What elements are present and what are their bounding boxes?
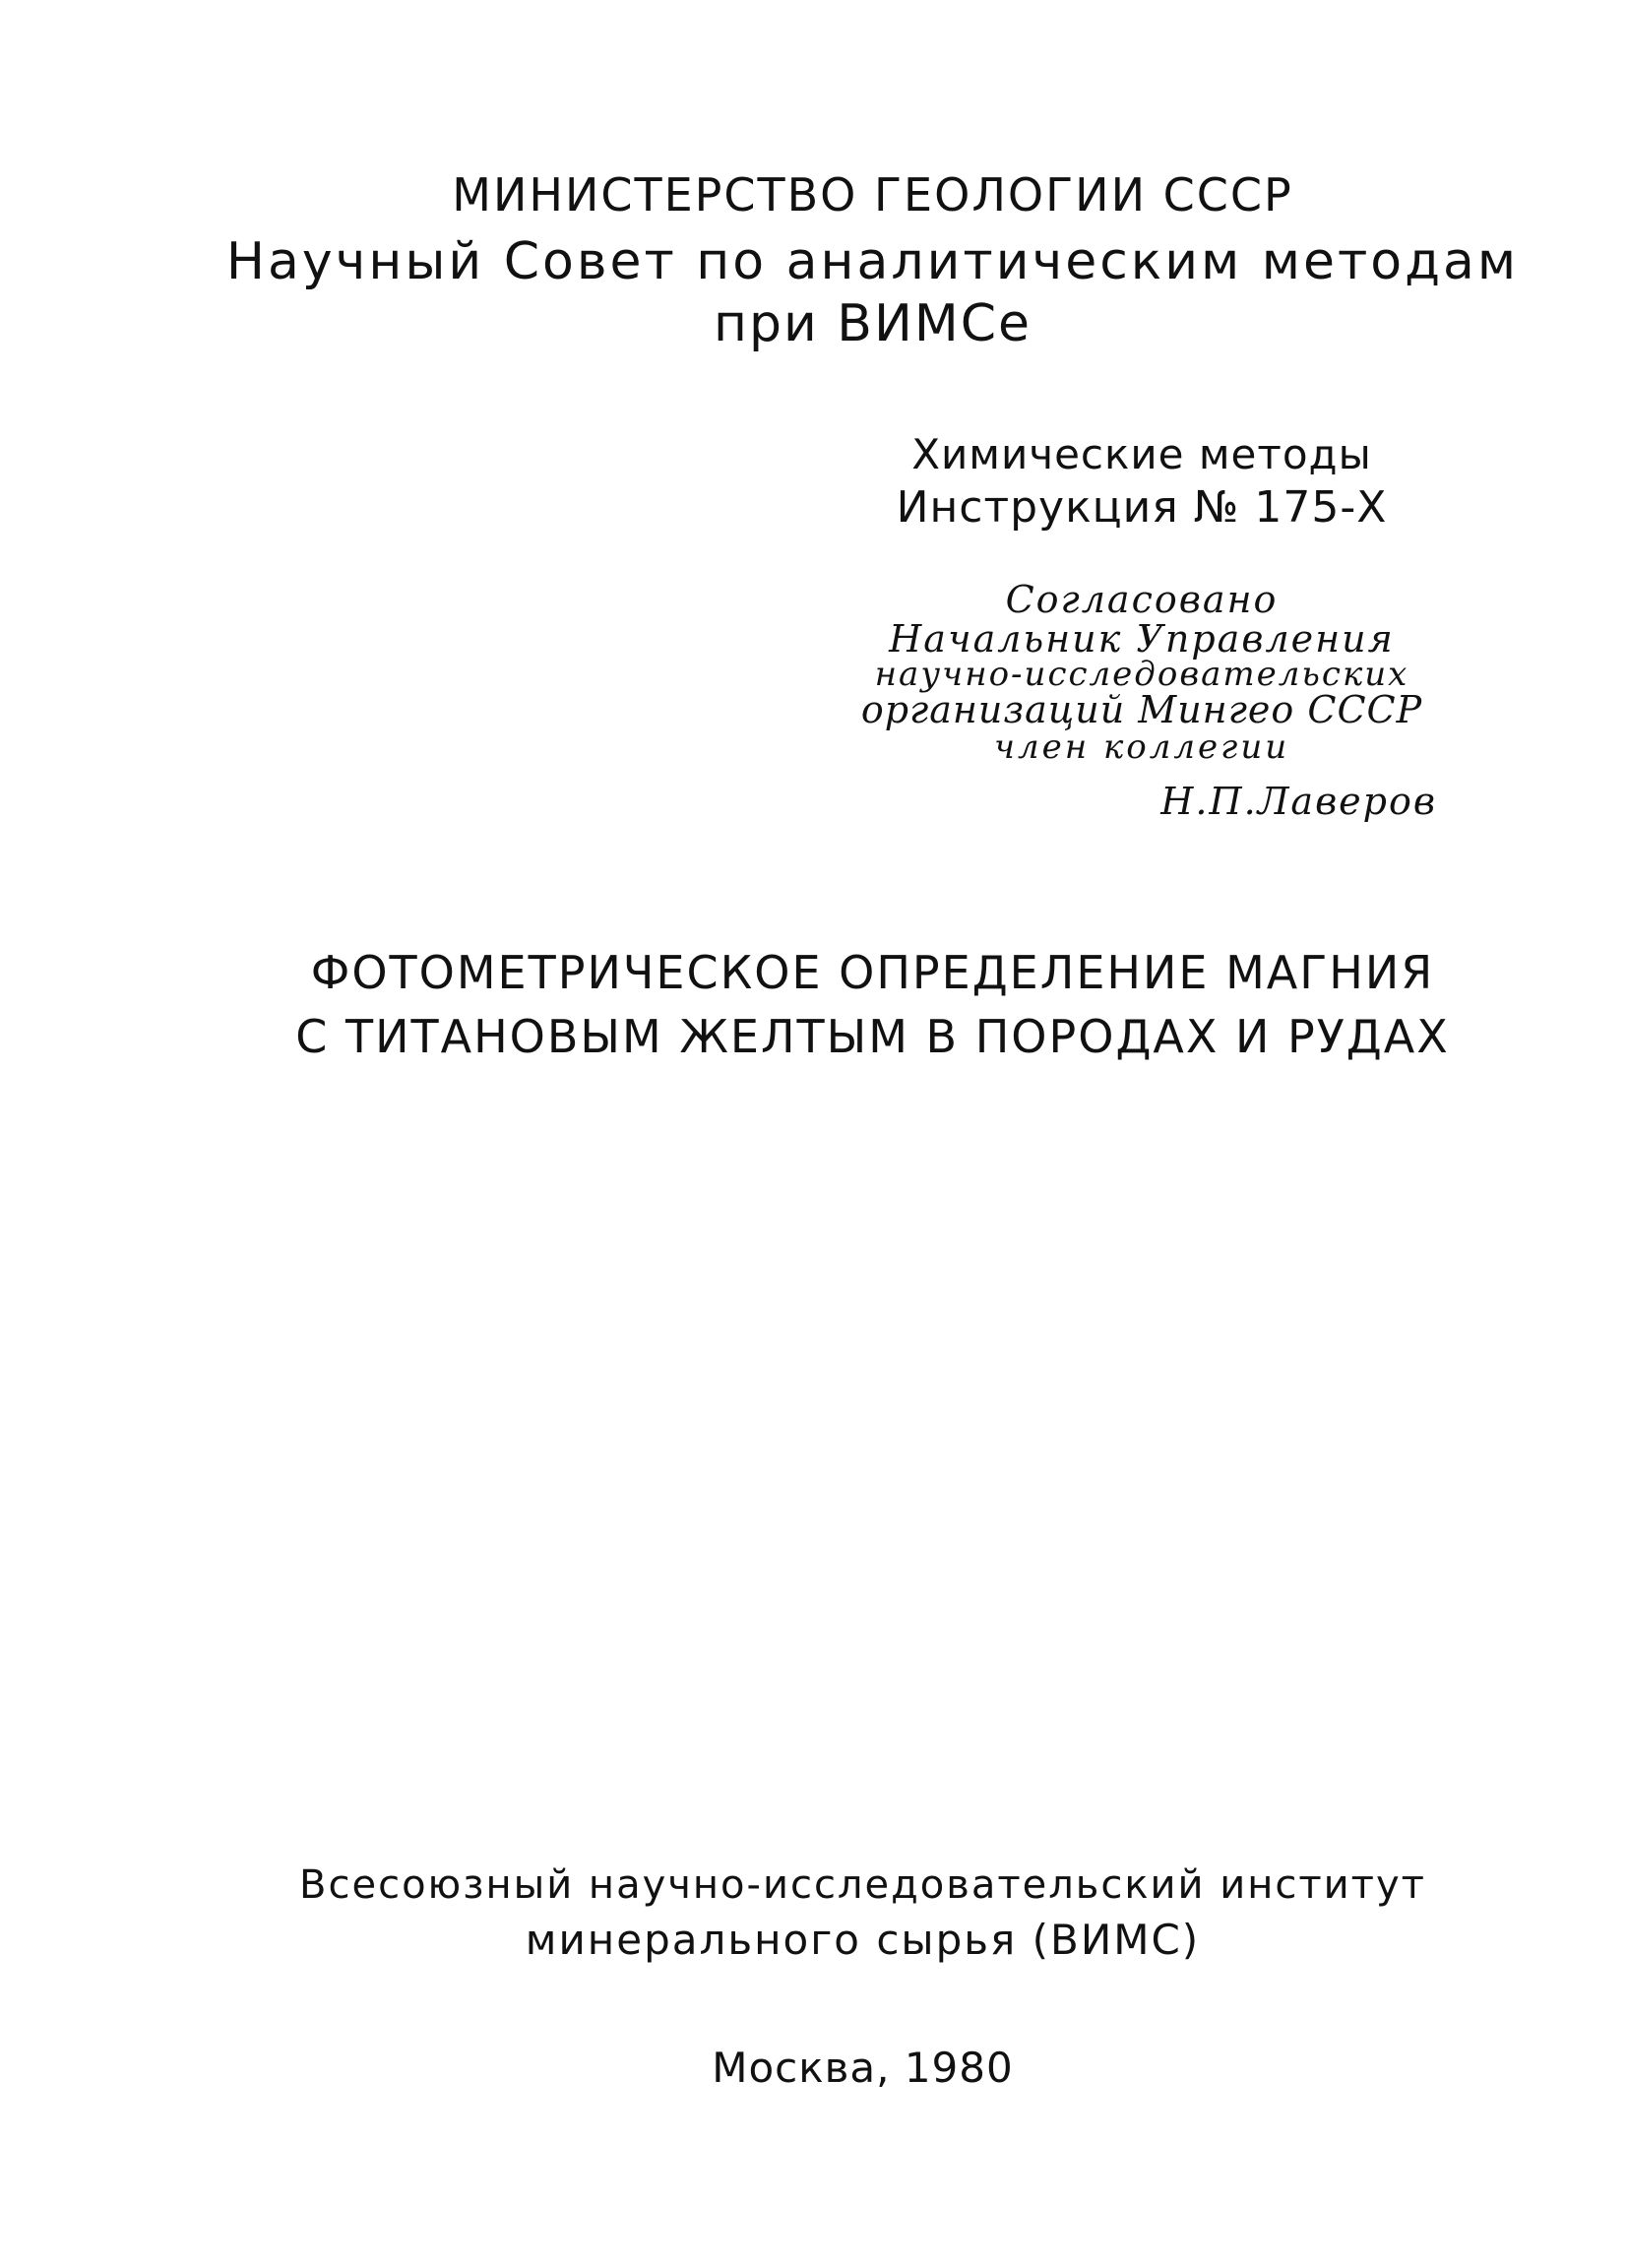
ministry-heading: МИНИСТЕРСТВО ГЕОЛОГИИ СССР: [452, 168, 1293, 221]
publisher-line-2: минерального сырья (ВИМС): [525, 1916, 1201, 1964]
document-title-line-1: ФОТОМЕТРИЧЕСКОЕ ОПРЕДЕЛЕНИЕ МАГНИЯ: [310, 946, 1435, 999]
approval-line-2: Начальник Управления: [889, 617, 1395, 661]
publication-city-year: Москва, 1980: [712, 2044, 1014, 2092]
approval-line-1: Согласовано: [1005, 578, 1279, 621]
publisher-line-1: Всесоюзный научно-исследовательский институт: [299, 1862, 1426, 1908]
instruction-number: Инструкция № 175-Х: [896, 482, 1388, 533]
approval-line-4: организаций Мингео СССР: [860, 688, 1423, 731]
document-title-line-2: С ТИТАНОВЫМ ЖЕЛТЫМ В ПОРОДАХ И РУДАХ: [295, 1010, 1450, 1063]
approval-line-5: член коллегии: [993, 727, 1290, 767]
methods-label: Химические методы: [911, 430, 1372, 478]
approval-signer: Н.П.Лаверов: [1160, 780, 1437, 823]
approval-line-3: научно-исследовательских: [874, 655, 1409, 694]
council-location: при ВИМСе: [713, 294, 1033, 353]
council-heading: Научный Совет по аналитическим методам: [225, 232, 1520, 291]
